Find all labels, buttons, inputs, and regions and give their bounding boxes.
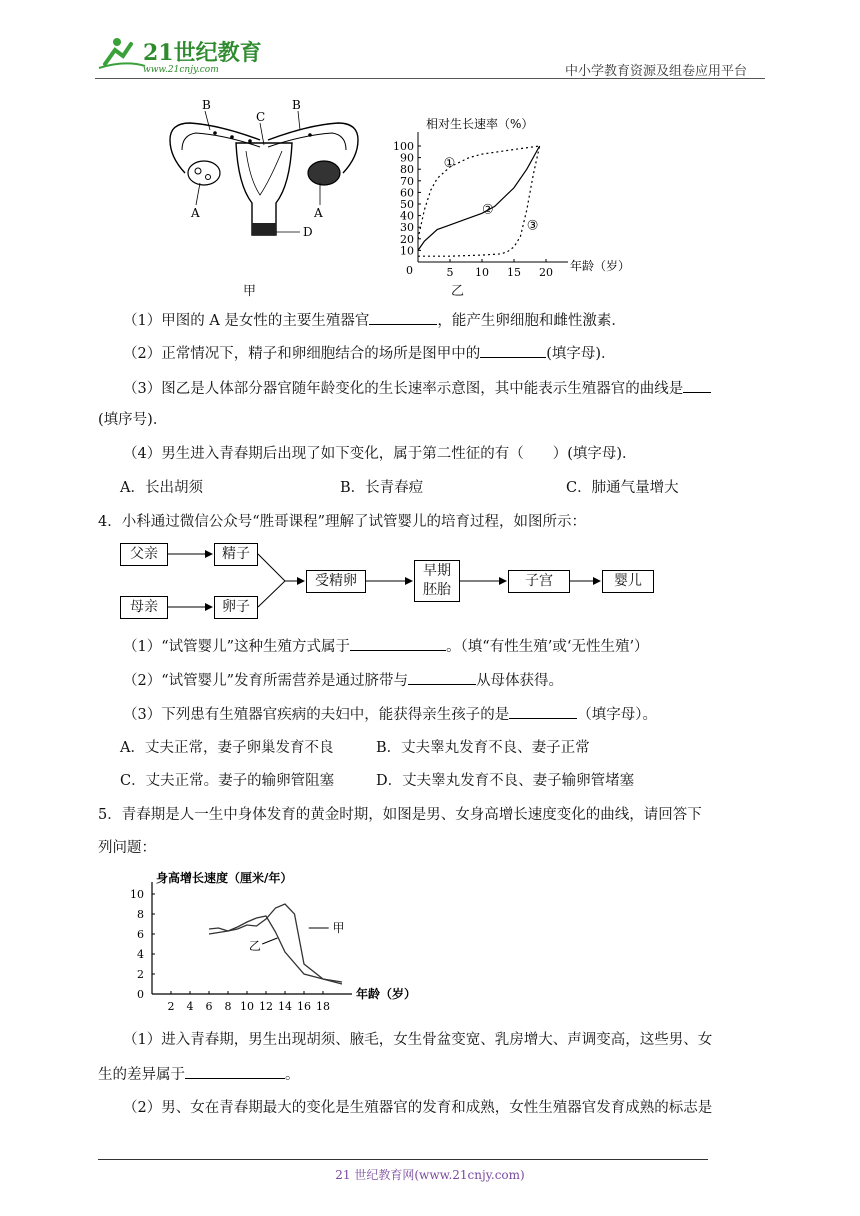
- y-axis-label: 相对生长速率（%）: [426, 117, 534, 131]
- x-tick-label: 10: [240, 1000, 254, 1013]
- x-tick-label: 12: [259, 1000, 273, 1013]
- flow-egg: 卵子: [214, 596, 258, 619]
- flow-baby: 婴儿: [602, 570, 654, 593]
- q3-part3: （3）图乙是人体部分器官随年龄变化的生长速率示意图，其中能表示生殖器官的曲线是: [123, 378, 711, 399]
- female-reproductive-diagram: [160, 95, 370, 259]
- q3-option-b: B．长青春痘: [340, 480, 424, 496]
- flow-father: 父亲: [120, 543, 168, 566]
- series-line: [209, 904, 342, 984]
- origin-label: 0: [406, 264, 413, 277]
- answer-blank[interactable]: [350, 636, 446, 651]
- caption-jia: 甲: [243, 284, 257, 299]
- x-tick-label: 16: [297, 1000, 311, 1013]
- series-label: ①: [443, 155, 456, 171]
- ivf-flowchart: [120, 540, 660, 622]
- q3-part4: （4）男生进入青春期后出现了如下变化，属于第二性征的有（ ）(填字母)．: [123, 446, 637, 462]
- footer-divider: [98, 1159, 708, 1160]
- q5-part1-line1: （1）进入青春期，男生出现胡须、腋毛，女生骨盆变宽、乳房增大、声调变高，这些男、女: [123, 1032, 713, 1048]
- flow-mother: 母亲: [120, 596, 168, 619]
- q3-option-c: C．肺通气量增大: [566, 480, 679, 496]
- y-tick-label: 10: [130, 888, 144, 901]
- x-axis-label: 年龄（岁）: [570, 259, 631, 273]
- series-leader: [262, 938, 277, 944]
- answer-blank[interactable]: [480, 343, 546, 358]
- q5-stem-line2: 列问题：: [98, 840, 156, 856]
- growth-rate-chart: [392, 112, 642, 288]
- answer-blank[interactable]: [509, 704, 577, 719]
- y-tick-label: 100: [393, 140, 414, 153]
- x-tick-label: 14: [278, 1000, 292, 1013]
- site-logo: [95, 34, 265, 80]
- q4-option-d: D．丈夫睾丸发育不良、妻子输卵管堵塞: [376, 773, 635, 789]
- x-axis-label: 年龄（岁）: [356, 987, 417, 1001]
- caption-yi: 乙: [451, 284, 465, 299]
- flow-sperm: 精子: [214, 543, 258, 566]
- q4-part1: （1）“试管婴儿”这种生殖方式属于 。（填“有性生殖’或‘无性生殖’）: [123, 636, 649, 657]
- q4-part3: （3）下列患有生殖器官疾病的夫妇中，能获得亲生孩子的是 （填字母）。: [123, 704, 657, 725]
- x-tick-label: 10: [475, 266, 489, 279]
- series-label: ③: [526, 218, 539, 234]
- q3-part2: （2）正常情况下，精子和卵细胞结合的场所是图甲中的 (填字母)．: [123, 343, 616, 364]
- label-a-left: A: [191, 206, 200, 220]
- y-tick-label: 4: [137, 948, 144, 961]
- label-b-right: B: [292, 98, 301, 112]
- y-tick-label: 70: [400, 174, 414, 188]
- footer-text: 21 世纪教育网(www.21cnjy.com): [335, 1168, 525, 1182]
- q5-part2: （2）男、女在青春期最大的变化是生殖器官的发育和成熟，女性生殖器官发育成熟的标志是: [123, 1100, 713, 1116]
- y-tick-label: 90: [400, 151, 414, 165]
- answer-blank[interactable]: [408, 670, 476, 685]
- q5-part1-line2: 生的差异属于 。: [98, 1064, 300, 1085]
- flow-early-embryo: 早期 胚胎: [414, 560, 460, 602]
- answer-blank[interactable]: [185, 1064, 285, 1079]
- y-tick-label: 6: [137, 928, 144, 941]
- y-tick-label: 10: [400, 244, 414, 258]
- label-a-right: A: [314, 206, 323, 220]
- series-line: [418, 146, 540, 256]
- q4-option-a: A．丈夫正常，妻子卵巢发育不良: [120, 740, 334, 756]
- q3-part1: （1）甲图的 A 是女性的主要生殖器官 ，能产生卵细胞和雌性激素．: [123, 310, 626, 331]
- y-tick-label: 8: [137, 908, 144, 921]
- y-tick-label: 60: [400, 186, 414, 200]
- y-tick-label: 20: [400, 232, 414, 246]
- y-axis-label: 身高增长速度（厘米/年）: [156, 871, 293, 885]
- y-tick-label: 80: [400, 163, 414, 177]
- x-tick-label: 8: [224, 1000, 232, 1013]
- label-b-left: B: [202, 98, 211, 112]
- answer-blank[interactable]: [369, 310, 437, 325]
- x-tick-label: 18: [316, 1000, 330, 1013]
- q4-option-c: C．丈夫正常。妻子的输卵管阻塞: [120, 773, 335, 789]
- height-growth-chart: [120, 866, 440, 1020]
- series-line: [209, 916, 342, 982]
- x-tick-label: 2: [167, 1000, 175, 1013]
- series-line: [418, 146, 540, 239]
- q4-part2: （2）“试管婴儿”发育所需营养是通过脐带与 从母体获得。: [123, 670, 563, 691]
- x-tick-label: 15: [507, 266, 521, 279]
- y-tick-label: 0: [137, 988, 144, 1001]
- flow-uterus: 子宫: [508, 570, 570, 593]
- series-label: ②: [482, 202, 494, 218]
- q3-part3-cont: (填序号)．: [98, 412, 168, 428]
- header-divider: [95, 78, 765, 79]
- series-label: 甲: [332, 921, 345, 935]
- label-c: C: [256, 110, 266, 124]
- q4-stem: 4．小科通过微信公众号“胜哥课程”理解了试管婴儿的培育过程，如图所示：: [98, 514, 587, 530]
- flow-zygote: 受精卵: [306, 570, 366, 593]
- answer-blank[interactable]: [683, 378, 711, 393]
- q4-option-b: B．丈夫睾丸发育不良、妻子正常: [376, 740, 590, 756]
- y-tick-label: 40: [400, 209, 414, 223]
- x-tick-label: 5: [446, 266, 454, 279]
- logo-text: 21世纪教育: [143, 40, 262, 66]
- x-tick-label: 20: [539, 266, 553, 279]
- platform-name: 中小学教育资源及组卷应用平台: [565, 64, 748, 79]
- q5-stem-line1: 5．青春期是人一生中身体发育的黄金时期，如图是男、女身高增长速度变化的曲线，请回答下: [98, 807, 702, 823]
- label-d: D: [303, 225, 313, 239]
- x-tick-label: 6: [205, 1000, 213, 1013]
- y-tick-label: 30: [400, 221, 414, 235]
- series-label: 乙: [248, 939, 261, 953]
- y-tick-label: 2: [137, 968, 144, 981]
- y-tick-label: 50: [400, 198, 414, 211]
- logo-url: www.21cnjy.com: [143, 65, 219, 75]
- q3-option-a: A．长出胡须: [120, 480, 203, 496]
- x-tick-label: 4: [186, 1000, 194, 1013]
- series-line: [418, 146, 540, 250]
